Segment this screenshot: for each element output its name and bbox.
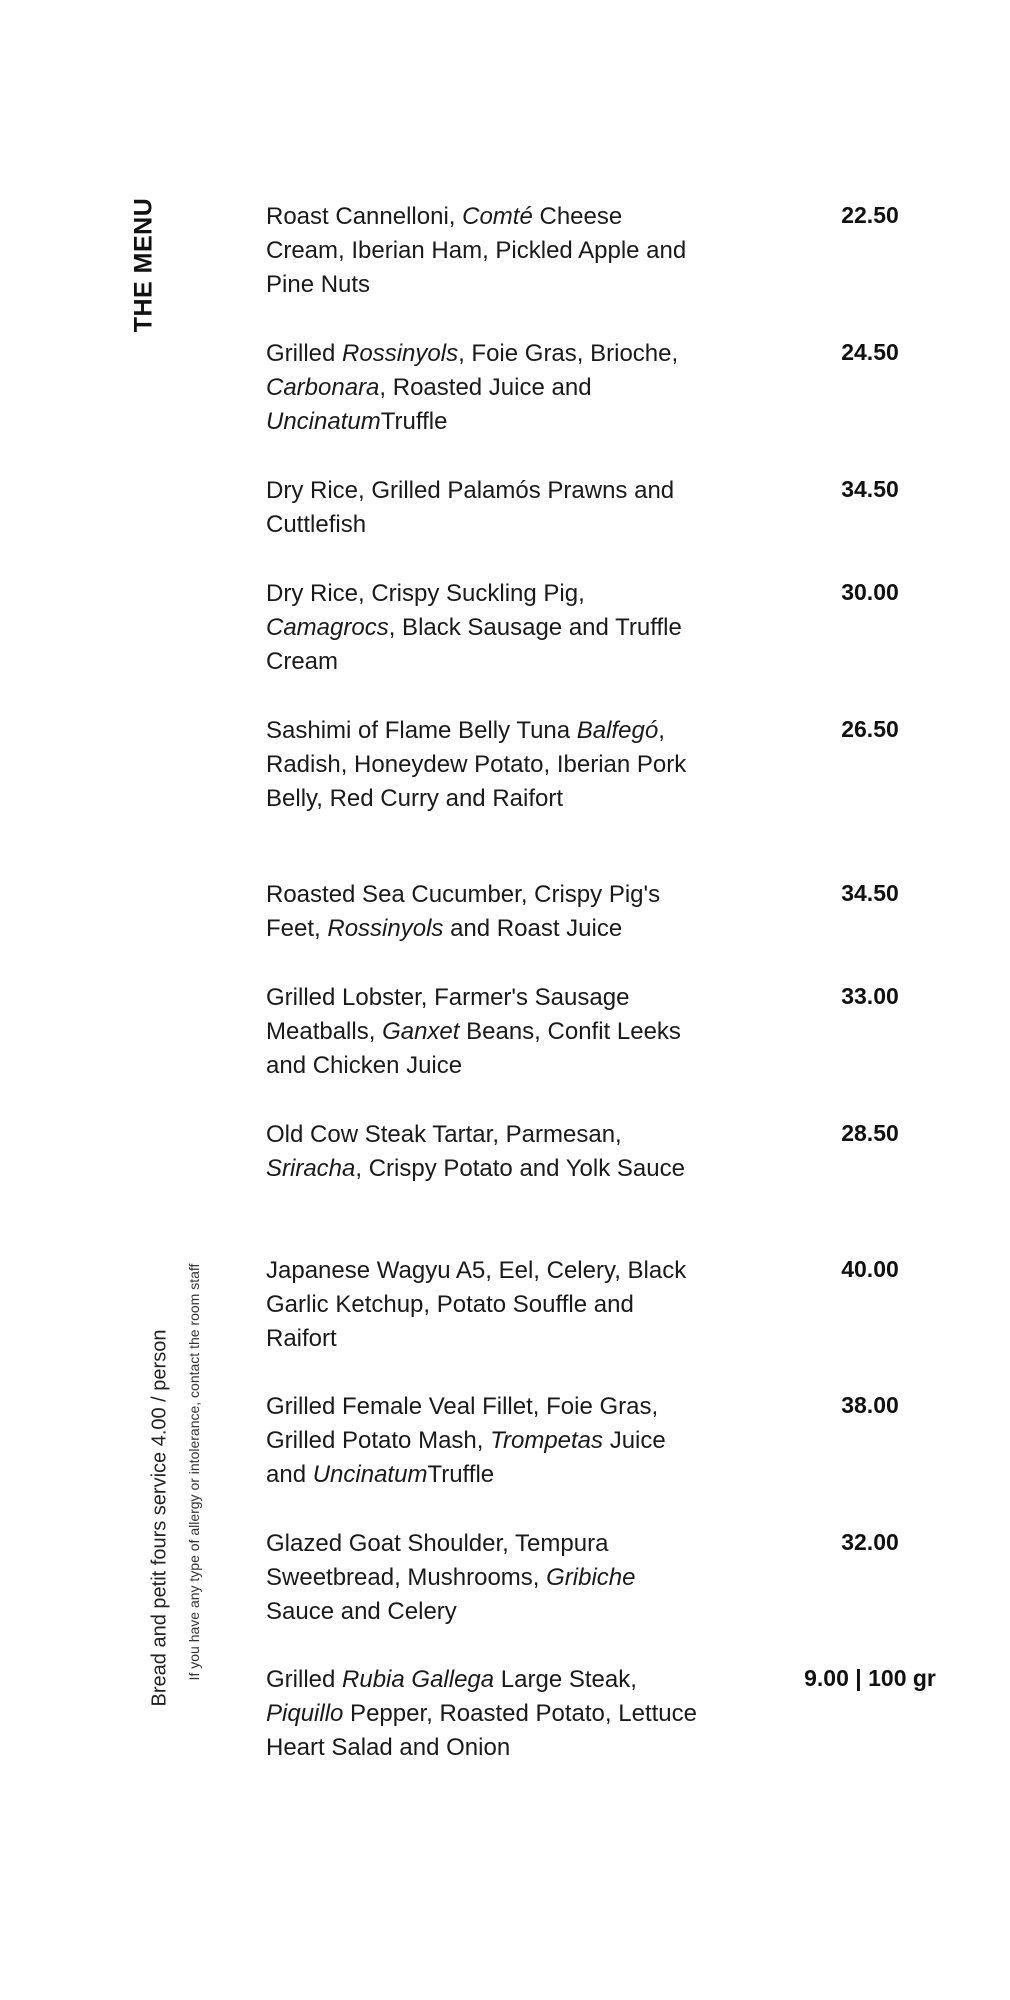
menu-item-price: 38.00: [841, 1392, 899, 1418]
menu-item-name: Japanese Wagyu A5, Eel, Celery, Black Garlic Ketchup, Potato Souffle and Raifort: [266, 1257, 687, 1352]
menu-item-name: Grilled Female Veal Fillet, Foie Gras, Grilled Potato Mash, Trompetas Juice and UncinatumTruffle: [266, 1393, 666, 1488]
allergy-note: If you have any type of allergy or intolerance, contact the room staff: [186, 1263, 202, 1681]
menu-item-name: Dry Rice, Crispy Suckling Pig, Camagrocs, Black Sausage and Truffle Cream: [266, 580, 682, 675]
menu-item-name: Old Cow Steak Tartar, Parmesan, Sriracha, Crispy Potato and Yolk Sauce: [266, 1121, 685, 1182]
menu-item-name: Grilled Rossinyols, Foie Gras, Brioche, Carbonara, Roasted Juice and UncinatumTruffle: [266, 340, 679, 435]
menu-item: [266, 1118, 986, 1186]
menu-item-name: Sashimi of Flame Belly Tuna Balfegó, Radish, Honeydew Potato, Iberian Pork Belly, Red Curry and Raifort: [266, 717, 687, 812]
italic-term: Uncinatum: [266, 408, 381, 435]
menu-item: [266, 1390, 986, 1492]
italic-term: Balfegó: [576, 717, 659, 744]
menu-item-price: 34.50: [841, 476, 899, 502]
menu-item: [266, 200, 986, 302]
menu-item: [266, 1663, 986, 1765]
menu-item: [266, 1527, 986, 1629]
bread-service-note: Bread and petit fours service 4.00 / person: [148, 1329, 171, 1707]
menu-item: [266, 337, 986, 439]
menu-item-name: Grilled Lobster, Farmer's Sausage Meatballs, Ganxet Beans, Confit Leeks and Chicken Juice: [266, 984, 681, 1079]
italic-term: Camagrocs: [266, 614, 389, 641]
menu-item-name: Dry Rice, Grilled Palamós Prawns and Cuttlefish: [266, 477, 675, 538]
menu-item-price: 34.50: [841, 880, 899, 906]
menu-item: [266, 878, 986, 946]
menu-item: [266, 714, 986, 816]
menu-item: [266, 981, 986, 1083]
menu-item-price: 28.50: [841, 1120, 899, 1146]
italic-term: Rossinyols: [327, 915, 444, 942]
italic-term: Trompetas: [490, 1427, 604, 1454]
italic-term: Carbonara: [266, 374, 380, 401]
italic-term: Uncinatum: [312, 1461, 428, 1488]
italic-term: Piquillo: [266, 1700, 344, 1727]
menu-item-price: 30.00: [841, 579, 899, 605]
menu-item-name: Roasted Sea Cucumber, Crispy Pig's Feet, Rossinyols and Roast Juice: [266, 881, 661, 942]
menu-item-price: 24.50: [841, 339, 899, 365]
menu-item: [266, 1254, 986, 1356]
menu-item-price: 32.00: [841, 1529, 899, 1555]
menu-item-price: 26.50: [841, 716, 899, 742]
menu-item-name: Glazed Goat Shoulder, Tempura Sweetbread, Mushrooms, Gribiche Sauce and Celery: [266, 1530, 636, 1625]
menu-title: THE MENU: [129, 197, 158, 333]
menu-item-price: 9.00 | 100 gr: [804, 1665, 936, 1691]
menu-item: [266, 577, 986, 679]
menu-item-price: 22.50: [841, 202, 899, 228]
menu-item: [266, 474, 986, 542]
italic-term: Comté: [462, 203, 533, 230]
italic-term: Ganxet: [382, 1018, 460, 1045]
menu-item-name: Grilled Rubia Gallega Large Steak, Piquillo Pepper, Roasted Potato, Lettuce Heart Salad and Onion: [266, 1666, 697, 1761]
menu-item-price: 33.00: [841, 983, 899, 1009]
menu-item-price: 40.00: [841, 1256, 899, 1282]
italic-term: Gribiche: [546, 1564, 636, 1591]
italic-term: Rubia Gallega: [342, 1666, 495, 1693]
menu-item-name: Roast Cannelloni, Comté Cheese Cream, Iberian Ham, Pickled Apple and Pine Nuts: [266, 203, 687, 298]
italic-term: Sriracha: [266, 1155, 356, 1182]
italic-term: Rossinyols: [342, 340, 459, 367]
